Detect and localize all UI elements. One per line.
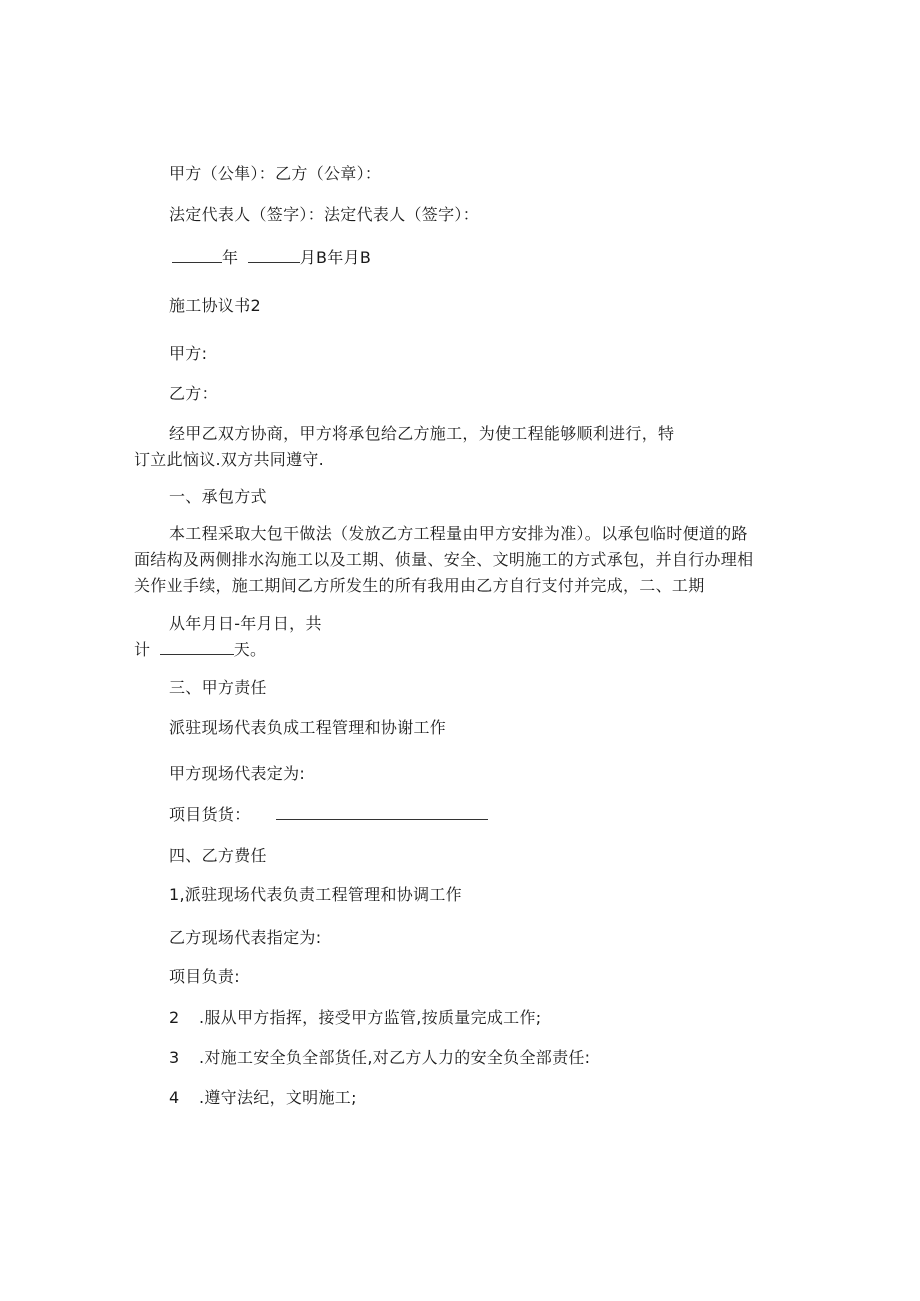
document-title: 施工协议书2	[169, 296, 261, 315]
section-4-heading: 四、乙方费任	[169, 846, 267, 865]
party-a-label: 甲方:	[169, 344, 208, 363]
list-item	[169, 1087, 357, 1109]
section-4-item-3: 项目负责:	[169, 967, 240, 986]
date-blank-month	[248, 246, 300, 263]
intro-line-2: 订立此恼议.双方共同遵守.	[134, 450, 325, 469]
section-1-line-3: 关作业手续，施工期间乙方所发生的所有我用由乙方自行支付并完成，二、工期	[134, 576, 705, 595]
date-rest-label: 月B年月B	[299, 248, 372, 267]
intro-line-1: 经甲乙双方协商，甲方将承包给乙方施工，为使工程能够顺利进行，特	[169, 424, 675, 443]
signature-date-line	[172, 246, 371, 269]
list-item-number: 2	[169, 1008, 180, 1027]
list-item	[169, 1047, 590, 1069]
list-item	[169, 1007, 541, 1029]
signature-line-representatives: 法定代表人（签字）：法定代表人（签字）：	[169, 205, 480, 224]
section-2-line-2	[134, 638, 266, 661]
section-2-suffix: 天。	[233, 640, 267, 659]
section-3-item-1: 派驻现场代表负成工程管理和协谢工作	[169, 718, 447, 737]
signature-line-seals: 甲方（公隼）：乙方（公章）：	[169, 164, 382, 183]
list-item-text: .对施工安全负全部货任,对乙方人力的安全负全部责任:	[199, 1048, 591, 1067]
section-4-item-1: 1,派驻现场代表负责工程管理和协调工作	[169, 885, 462, 904]
date-blank-year	[172, 246, 222, 263]
party-b-label: 乙方：	[169, 384, 218, 403]
section-1-line-1: 本工程采取大包干做法（发放乙方工程量由甲方安排为准）。以承包临时便道的路	[169, 524, 748, 543]
list-item-text: .服从甲方指挥，接受甲方监管,按质量完成工作;	[199, 1008, 542, 1027]
list-item-text: .遵守法纪，文明施工;	[199, 1088, 357, 1107]
section-1-heading: 一、承包方式	[169, 487, 267, 506]
section-2-prefix: 计	[134, 640, 151, 659]
date-year-label: 年	[222, 248, 239, 267]
section-3-item-3	[169, 803, 488, 826]
section-1-line-2: 面结构及两侧排水沟施工以及工期、侦量、安全、文明施工的方式承包，并自行办理相	[134, 550, 754, 569]
section-4-item-2: 乙方现场代表指定为:	[169, 928, 322, 947]
list-item-number: 3	[169, 1048, 180, 1067]
project-manager-label: 项目货货：	[169, 805, 251, 824]
section-3-item-2: 甲方现场代表定为:	[169, 764, 306, 783]
project-manager-blank	[276, 803, 488, 820]
section-2-line-1: 从年月日-年月日，共	[169, 614, 322, 633]
list-item-number: 4	[169, 1088, 180, 1107]
section-3-heading: 三、甲方责任	[169, 678, 267, 697]
days-blank	[160, 638, 234, 655]
